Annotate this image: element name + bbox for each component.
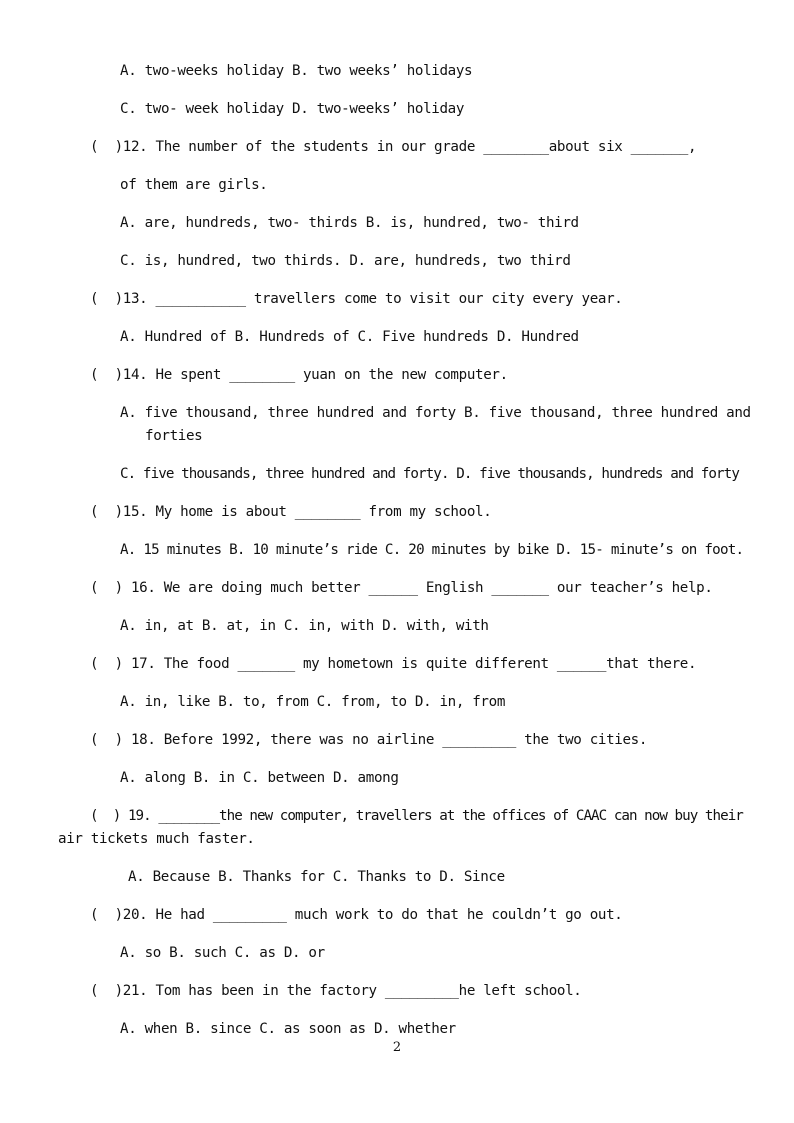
options-q18: A. along B. in C. between D. among: [120, 770, 399, 786]
question-14: ( )14. He spent ________ yuan on the new computer.: [90, 367, 508, 383]
options-q15: A. 15 minutes B. 10 minute’s ride C. 20 minutes by bike D. 15- minute’s on foot.: [120, 542, 744, 558]
option-line-q14-a-b-wrap: forties: [145, 428, 203, 444]
option-line-q12-a-b: A. are, hundreds, two- thirds B. is, hundred, two- third: [120, 215, 579, 231]
option-line-q11-a-b: A. two-weeks holiday B. two weeks’ holidays: [120, 63, 473, 79]
option-line-q11-c-d: C. two- week holiday D. two-weeks’ holiday: [120, 101, 465, 117]
question-12-continuation: of them are girls.: [120, 177, 268, 193]
question-12: ( )12. The number of the students in our grade ________about six _______,: [90, 139, 697, 155]
question-19-continuation: air tickets much faster.: [58, 831, 255, 847]
option-line-q14-a-b: A. five thousand, three hundred and forty B. five thousand, three hundred and: [120, 405, 751, 421]
question-15: ( )15. My home is about ________ from my school.: [90, 504, 492, 520]
options-q17: A. in, like B. to, from C. from, to D. in, from: [120, 694, 506, 710]
question-18: ( ) 18. Before 1992, there was no airline _________ the two cities.: [90, 732, 648, 748]
question-13: ( )13. ___________ travellers come to visit our city every year.: [90, 291, 623, 307]
options-q16: A. in, at B. at, in C. in, with D. with, with: [120, 618, 489, 634]
question-16: ( ) 16. We are doing much better ______ English _______ our teacher’s help.: [90, 580, 713, 596]
option-line-q14-c-d: C. five thousands, three hundred and forty. D. five thousands, hundreds and forty: [120, 466, 739, 482]
question-20: ( )20. He had _________ much work to do that he couldn’t go out.: [90, 907, 623, 923]
question-17: ( ) 17. The food _______ my hometown is quite different ______that there.: [90, 656, 697, 672]
options-q21: A. when B. since C. as soon as D. whether: [120, 1021, 456, 1037]
question-19: ( ) 19. ________the new computer, travellers at the offices of CAAC can now buy their: [90, 808, 743, 824]
options-q13: A. Hundred of B. Hundreds of C. Five hundreds D. Hundred: [120, 329, 579, 345]
question-21: ( )21. Tom has been in the factory _________he left school.: [90, 983, 582, 999]
options-q20: A. so B. such C. as D. or: [120, 945, 325, 961]
page-number: 2: [392, 1040, 402, 1055]
option-line-q12-c-d: C. is, hundred, two thirds. D. are, hundreds, two third: [120, 253, 571, 269]
options-q19: A. Because B. Thanks for C. Thanks to D. Since: [128, 869, 505, 885]
